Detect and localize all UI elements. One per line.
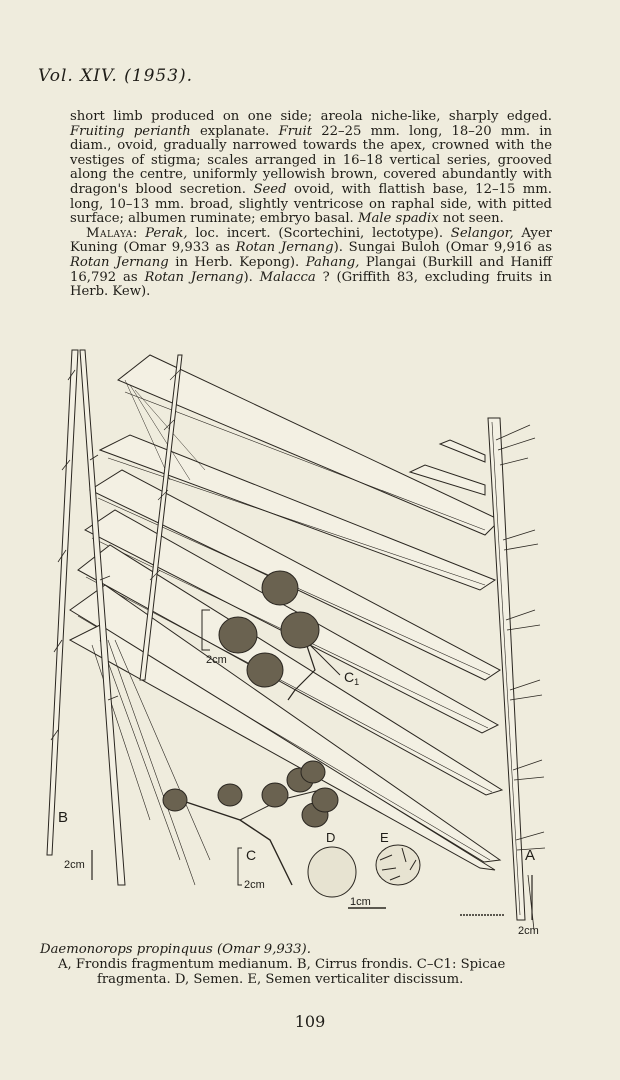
- scale-label-b: 2cm: [64, 859, 85, 871]
- text-span: 22–25 mm. long, 18–20 mm. in diam., ovoid, gradually narrowed towards the apex, crowned with the vestiges of stigma; scales arranged in 16–18 vertical series, grooved along the centre, uniformly yellowish brown, covered abundantly with dragon's blood secretion.: [70, 123, 552, 197]
- text-span: loc. incert. (Scortechini, lectotype).: [187, 225, 451, 241]
- figure-label-c: C: [246, 847, 257, 863]
- text-span: Plangai (Burkill and Haniff 16,792 as: [70, 254, 552, 285]
- botanical-plate: [30, 340, 590, 940]
- figure-label-b: B: [58, 809, 69, 826]
- text-span: Ayer Kuning (Omar 9,933 as: [70, 225, 552, 256]
- vernacular-name: Rotan Jernang: [235, 240, 334, 256]
- text-span: ). Sungai Buloh (Omar 9,916 as: [333, 240, 553, 256]
- figure-caption: [40, 942, 555, 987]
- text-span: in Herb. Kepong).: [168, 254, 306, 270]
- text-span: explanate.: [190, 123, 279, 139]
- figure-label-a: A: [525, 847, 536, 864]
- italic-term: Fruiting perianth: [70, 123, 191, 139]
- scale-label-c: 2cm: [244, 879, 265, 891]
- caption-line-2: fragmenta. D, Semen. E, Semen verticaliter discissum.: [97, 972, 464, 987]
- text-span: short limb produced on one side; areola niche-like, sharply edged.: [70, 109, 552, 124]
- caption-title: Daemonorops propinquus (Omar 9,933).: [40, 942, 311, 957]
- text-span: :: [132, 225, 146, 241]
- italic-term: Seed: [253, 181, 287, 197]
- caption-line-1: A, Frondis fragmentum medianum. B, Cirrus frondis. C–C1: Spicae: [58, 957, 506, 972]
- scale-label-seed: 1cm: [350, 896, 371, 908]
- text-span: ? (Griffith 83, excluding fruits in Herb. Kew).: [70, 269, 552, 300]
- vernacular-name: Rotan Jernang: [70, 254, 169, 270]
- figure-label-c1: [344, 669, 359, 687]
- region-heading: Malaya: [86, 225, 133, 241]
- seed-d: [308, 847, 356, 897]
- figure-label-c1-sub: 1: [354, 677, 360, 687]
- seed-e-section: [376, 845, 420, 885]
- locality-name: Perak,: [145, 225, 188, 241]
- localities-paragraph: [70, 227, 552, 300]
- figure-label-c1-main: C: [344, 669, 355, 685]
- italic-term: Fruit: [278, 123, 313, 139]
- figure-label-d: D: [326, 830, 336, 845]
- locality-name: Malacca: [259, 269, 316, 285]
- text-span: not seen.: [438, 211, 504, 227]
- locality-name: Selangor,: [450, 225, 514, 241]
- scale-label-a: 2cm: [518, 925, 539, 937]
- locality-name: Pahang,: [305, 254, 360, 270]
- scale-label-c1: 2cm: [206, 654, 227, 666]
- description-paragraph: [70, 110, 552, 227]
- frond-rachis: [488, 418, 545, 930]
- text-span: ovoid, with flattish base, 12–15 mm. long, 10–13 mm. broad, slightly ventricose on raphal side, with pitted surface; albumen ruminate; embryo basal.: [70, 181, 552, 227]
- botanical-illustration: [30, 340, 590, 940]
- species-description: [70, 110, 552, 300]
- italic-term: Male spadix: [357, 211, 439, 227]
- page-number: 109: [294, 1012, 326, 1031]
- vernacular-name: Rotan Jernang: [144, 269, 244, 285]
- running-head: Vol. XIV. (1953).: [38, 66, 194, 86]
- text-span: ).: [243, 269, 260, 285]
- figure-label-e: E: [380, 830, 389, 845]
